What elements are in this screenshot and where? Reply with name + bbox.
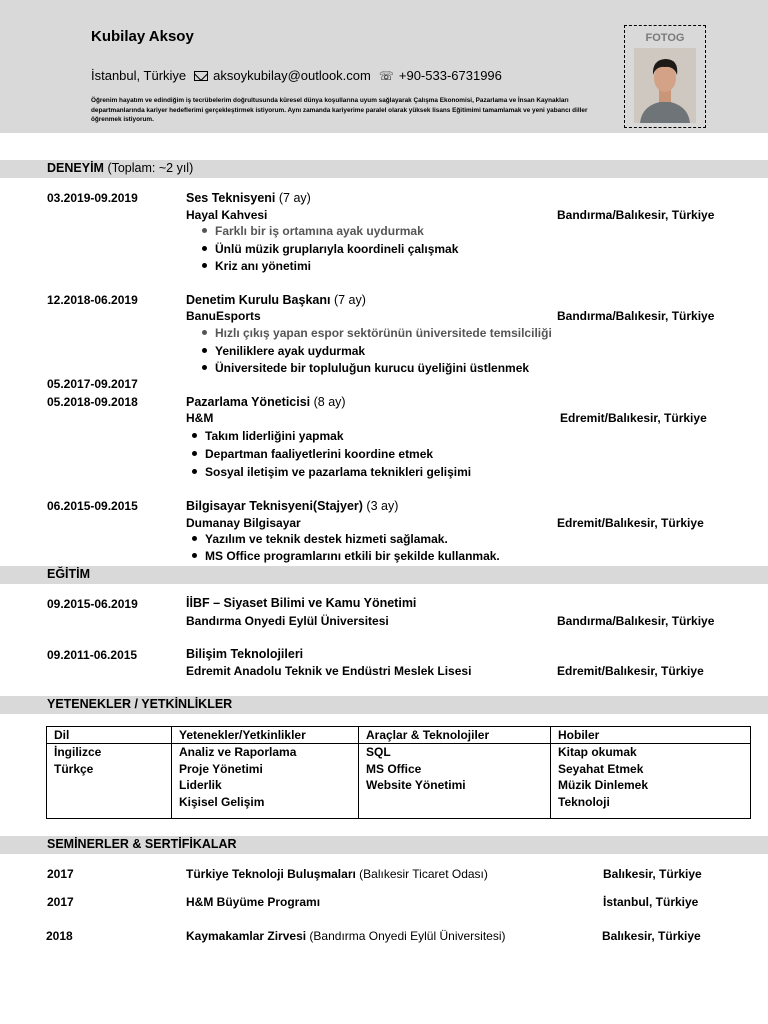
job-bullet: Üniversitede bir topluluğun kurucu üyeliğini üstlenmek: [202, 361, 529, 375]
job-location: Edremit/Balıkesir, Türkiye: [557, 516, 704, 530]
education-section-bar: [0, 566, 768, 584]
seminar-year: 2017: [47, 895, 74, 909]
envelope-icon: [194, 71, 208, 81]
portrait-image: [634, 48, 696, 123]
edu-degree: Bilişim Teknolojileri: [186, 647, 304, 661]
skill-item: Kişisel Gelişim: [179, 794, 265, 809]
column-items: [54, 744, 101, 777]
skill-item: Analiz ve Raporlama: [179, 745, 297, 759]
edu-location: Bandırma/Balıkesir, Türkiye: [557, 614, 715, 628]
skill-item: Kitap okumak: [558, 745, 637, 759]
seminar-title: [186, 867, 488, 881]
photo-label: FOTOG: [645, 32, 685, 44]
role-duration: (3 ay): [366, 499, 399, 513]
role-name: Denetim Kurulu Başkanı: [186, 293, 331, 307]
edu-date: 09.2011-06.2015: [47, 648, 138, 662]
experience-title: DENEYİM: [47, 161, 104, 175]
skill-item: SQL: [366, 745, 391, 759]
column-header: Hobiler: [551, 727, 750, 744]
job-bullet: Sosyal iletişim ve pazarlama teknikleri gelişimi: [192, 465, 471, 479]
seminar-year: 2018: [46, 929, 73, 943]
skill-item: Türkçe: [54, 761, 94, 776]
seminar-location: İstanbul, Türkiye: [603, 895, 699, 909]
photo-frame: [624, 25, 706, 128]
role-name: Ses Teknisyeni: [186, 191, 276, 205]
email-link[interactable]: aksoykubilay@outlook.com: [213, 68, 371, 83]
job-date: 05.2017-09.2017: [47, 377, 138, 391]
job-bullet: Yeniliklere ayak uydurmak: [202, 344, 365, 358]
skill-item: Müzik Dinlemek: [558, 778, 649, 792]
job-date: 12.2018-06.2019: [47, 293, 138, 307]
column-items: [558, 744, 648, 810]
experience-total: (Toplam: ~2 yıl): [107, 161, 194, 175]
skill-item: Teknoloji: [558, 794, 610, 809]
skill-item: Liderlik: [179, 778, 222, 792]
cv-header: [0, 0, 768, 133]
skill-item: Website Yönetimi: [366, 778, 466, 792]
seminar-org: (Bandırma Onyedi Eylül Üniversitesi): [309, 929, 506, 943]
job-org: Dumanay Bilgisayar: [186, 516, 301, 530]
skills-table: [46, 726, 751, 819]
profile-photo: [634, 48, 696, 123]
job-location: Edremit/Balıkesir, Türkiye: [560, 411, 707, 425]
phone-icon: ☏: [378, 68, 394, 83]
person-name: Kubilay Aksoy: [91, 28, 194, 45]
skill-item: İngilizce: [54, 745, 102, 759]
skills-column-language: [47, 727, 172, 818]
role-name: Bilgisayar Teknisyeni(Stajyer): [186, 499, 363, 513]
role-duration: (7 ay): [278, 191, 311, 205]
city: İstanbul, Türkiye: [91, 68, 187, 83]
edu-location: Edremit/Balıkesir, Türkiye: [557, 664, 704, 678]
skills-column-tools: [359, 727, 551, 818]
seminar-name: Türkiye Teknoloji Buluşmaları: [186, 867, 356, 881]
role-name: Pazarlama Yöneticisi: [186, 395, 311, 409]
role-duration: (7 ay): [333, 293, 366, 307]
job-bullet: Farklı bir iş ortamına ayak uydurmak: [202, 224, 424, 238]
seminar-name: Kaymakamlar Zirvesi: [186, 929, 307, 943]
seminar-org: (Balıkesir Ticaret Odası): [359, 867, 488, 881]
job-date: 03.2019-09.2019: [47, 191, 138, 205]
edu-school: Edremit Anadolu Teknik ve Endüstri Meslek Lisesi: [186, 664, 472, 678]
seminar-title: [186, 929, 506, 943]
seminar-location: Balıkesir, Türkiye: [602, 929, 701, 943]
seminar-year: 2017: [47, 867, 74, 881]
edu-school: Bandırma Onyedi Eylül Üniversitesi: [186, 614, 389, 628]
job-role: [186, 395, 346, 409]
job-location: Bandırma/Balıkesir, Türkiye: [557, 309, 715, 323]
skills-column-hobbies: [551, 727, 750, 818]
skill-item: Seyahat Etmek: [558, 761, 644, 776]
skill-item: MS Office: [366, 761, 422, 776]
job-location: Bandırma/Balıkesir, Türkiye: [557, 208, 715, 222]
column-items: [179, 744, 296, 810]
education-section-title: EĞİTİM: [47, 567, 91, 581]
job-bullet: Kriz anı yönetimi: [202, 259, 311, 273]
job-bullet: Ünlü müzik gruplarıyla koordineli çalışmak: [202, 242, 458, 256]
column-header: Yetenekler/Yetkinlikler: [172, 727, 358, 744]
job-date: 06.2015-09.2015: [47, 499, 138, 513]
job-bullet: Hızlı çıkış yapan espor sektörünün üniversitede temsilciliği: [202, 326, 552, 340]
role-duration: (8 ay): [313, 395, 346, 409]
job-role: [186, 191, 311, 205]
job-date: 05.2018-09.2018: [47, 395, 138, 409]
seminar-location: Balıkesir, Türkiye: [603, 867, 702, 881]
summary-text: Öğrenim hayatım ve edindiğim iş tecrübelerim doğrultusunda küresel dünya koşullarına uyum sağlayarak Çalışma Ekonomisi, Pazarlama ve İnsan Kaynakları departmanlarında kariyer hedeflerimi gerçekleştirmek istiyorum. Aynı zamanda kariyerime paralel olarak yüksek lisans Eğitimimi tamamlamak ve yeni yabancı diller öğrenmek istiyorum.: [91, 97, 588, 124]
job-bullet: MS Office programlarını etkili bir şekilde kullanmak.: [192, 549, 500, 563]
contact-line: [91, 68, 502, 83]
phone-number: +90-533-6731996: [398, 68, 502, 83]
edu-degree: İİBF – Siyaset Bilimi ve Kamu Yönetimi: [186, 596, 417, 610]
experience-section-title: [47, 161, 193, 175]
seminar-title: [186, 895, 320, 909]
seminars-section-title: SEMİNERLER & SERTİFİKALAR: [47, 837, 237, 851]
job-bullet: Departman faaliyetlerini koordine etmek: [192, 447, 433, 461]
skills-column-abilities: [172, 727, 359, 818]
column-items: [366, 744, 466, 794]
job-role: [186, 499, 398, 513]
seminar-name: H&M Büyüme Programı: [186, 895, 321, 909]
skill-item: Proje Yönetimi: [179, 761, 263, 776]
column-header: Dil: [47, 727, 171, 744]
job-org: Hayal Kahvesi: [186, 208, 268, 222]
edu-date: 09.2015-06.2019: [47, 597, 138, 611]
job-bullet: Takım liderliğini yapmak: [192, 429, 344, 443]
job-org: H&M: [186, 411, 214, 425]
job-bullet: Yazılım ve teknik destek hizmeti sağlamak.: [192, 532, 448, 546]
job-org: BanuEsports: [186, 309, 261, 323]
job-role: [186, 293, 366, 307]
skills-section-title: YETENEKLER / YETKİNLİKLER: [47, 697, 233, 711]
column-header: Araçlar & Teknolojiler: [359, 727, 550, 744]
